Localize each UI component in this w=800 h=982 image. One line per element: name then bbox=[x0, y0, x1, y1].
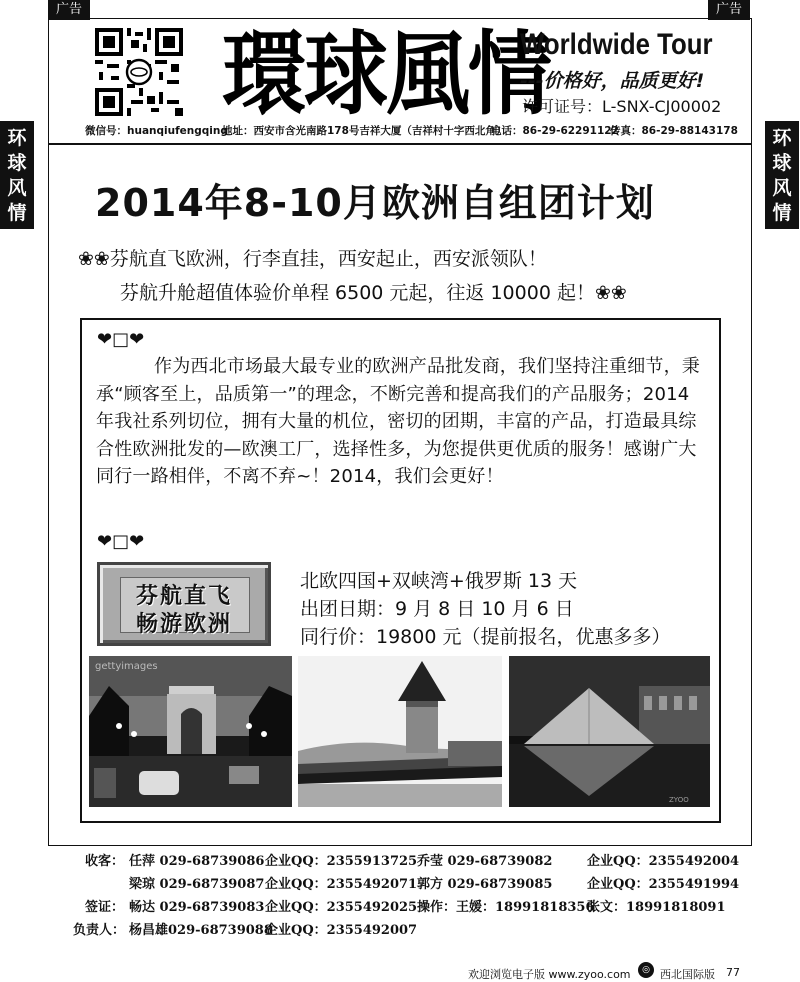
photo-watermark: ZYOO bbox=[669, 796, 689, 804]
side-tab-char: 情 bbox=[772, 202, 792, 224]
contact-qq: 企业QQ：2355913725 bbox=[265, 854, 418, 869]
ad-tag-right: 广告 bbox=[708, 0, 750, 20]
address: 地址：西安市含光南路178号吉祥大厦（吉祥村十字西北角） bbox=[222, 125, 507, 137]
side-tab-char: 环 bbox=[772, 127, 792, 149]
contact-qq: 企业QQ：2355492071 bbox=[265, 877, 418, 892]
page-title: 2014年8-10月欧洲自组团计划 bbox=[95, 181, 655, 225]
contact-role: 负责人： bbox=[73, 923, 126, 938]
footer-region: 西北国际版 bbox=[660, 968, 715, 981]
phone: 电话：86-29-62291122 bbox=[491, 125, 619, 137]
wechat-id: 微信号：huanqiufengqing bbox=[85, 125, 228, 137]
fax: 传真：86-29-88143178 bbox=[610, 125, 738, 137]
contact-qq-2: 企业QQ：2355492004 bbox=[587, 854, 740, 869]
contact-name-phone: 梁琼 029-68739087 bbox=[129, 877, 265, 892]
side-tab-char: 球 bbox=[772, 152, 792, 174]
english-name: Worldwide Tour bbox=[520, 28, 713, 61]
brand-logo: 環球風情 bbox=[222, 20, 551, 127]
qr-code-icon bbox=[95, 28, 183, 116]
flower-icon: ❀❀ bbox=[78, 248, 110, 270]
photo-credit: gettyimages bbox=[95, 661, 158, 672]
slogan: ---价格好，品质更好! bbox=[520, 70, 705, 92]
contact-name-phone: 任萍 029-68739086 bbox=[129, 854, 265, 869]
promo-text-2: 芬航升舱超值体验价单程 6500 元起，往返 10000 起！ bbox=[120, 282, 595, 304]
intro-paragraph bbox=[96, 353, 708, 491]
contact-role: 收客： bbox=[85, 854, 125, 869]
tour-price: 同行价：19800 元（提前报名，优惠多多） bbox=[300, 626, 671, 648]
photo-lucerne-bridge bbox=[298, 656, 502, 807]
side-tab-left bbox=[0, 121, 34, 229]
side-tab-char: 风 bbox=[772, 177, 792, 199]
side-tab-char: 环 bbox=[7, 127, 27, 149]
promo-badge bbox=[97, 562, 271, 646]
hearts-divider-bottom: ❤□❤ bbox=[97, 531, 145, 552]
badge-line-1: 芬航直飞 bbox=[135, 584, 232, 609]
flower-icon: ❀❀ bbox=[594, 282, 627, 304]
contact-name-phone: 畅达 029-68739083 bbox=[129, 900, 265, 915]
badge-line-2: 畅游欧洲 bbox=[135, 612, 232, 637]
side-tab-right bbox=[765, 121, 799, 229]
tour-dates: 出团日期：9 月 8 日 10 月 6 日 bbox=[300, 598, 574, 620]
hearts-divider-top: ❤□❤ bbox=[97, 329, 145, 350]
photo-louvre-pyramid bbox=[509, 656, 710, 807]
header-divider bbox=[48, 143, 752, 145]
tour-name: 北欧四国+双峡湾+俄罗斯 13 天 bbox=[300, 570, 578, 592]
globe-icon: ◎ bbox=[638, 962, 654, 978]
contact-operator-2: 张文：18991818091 bbox=[587, 900, 726, 915]
promo-line-2 bbox=[120, 278, 627, 305]
contact-qq-2: 企业QQ：2355491994 bbox=[587, 877, 740, 892]
contact-operator: 操作：王媛：18991818356 bbox=[417, 900, 595, 915]
contact-role: 签证： bbox=[85, 900, 125, 915]
footer-site: 欢迎浏览电子版 www.zyoo.com bbox=[468, 968, 631, 981]
side-tab-char: 情 bbox=[7, 202, 27, 224]
side-tab-char: 风 bbox=[7, 177, 27, 199]
promo-text-1: 芬航直飞欧洲，行李直挂，西安起止，西安派领队！ bbox=[109, 248, 547, 270]
promo-line-1 bbox=[78, 244, 547, 271]
contact-name-phone-2: 乔莹 029-68739082 bbox=[417, 854, 553, 869]
contact-name-phone: 杨昌雄029-68739088 bbox=[129, 923, 273, 938]
side-tab-char: 球 bbox=[7, 152, 27, 174]
intro-text: 作为西北市场最大最专业的欧洲产品批发商，我们坚持注重细节，秉承“顾客至上，品质第一”的理念，不断完善和提高我们的产品服务；2014 年我社系列切位，拥有大量的机位，密切的团期，丰富的产品，打造最具综合性欧洲批发的—欧澳工厂，选择性多，为您提供更优质的服务！感谢广大同行一路相伴，不离不弃~！2014，我们会更好！ bbox=[96, 356, 700, 488]
page-number: 77 bbox=[726, 966, 740, 979]
photo-arc-de-triomphe bbox=[89, 656, 292, 807]
contact-name-phone-2: 郭方 029-68739085 bbox=[417, 877, 553, 892]
contact-qq: 企业QQ：2355492025 bbox=[265, 900, 418, 915]
contact-qq: 企业QQ：2355492007 bbox=[265, 923, 418, 938]
ad-tag-left: 广告 bbox=[48, 0, 90, 20]
license-number: 许可证号：L-SNX-CJ00002 bbox=[522, 97, 722, 116]
